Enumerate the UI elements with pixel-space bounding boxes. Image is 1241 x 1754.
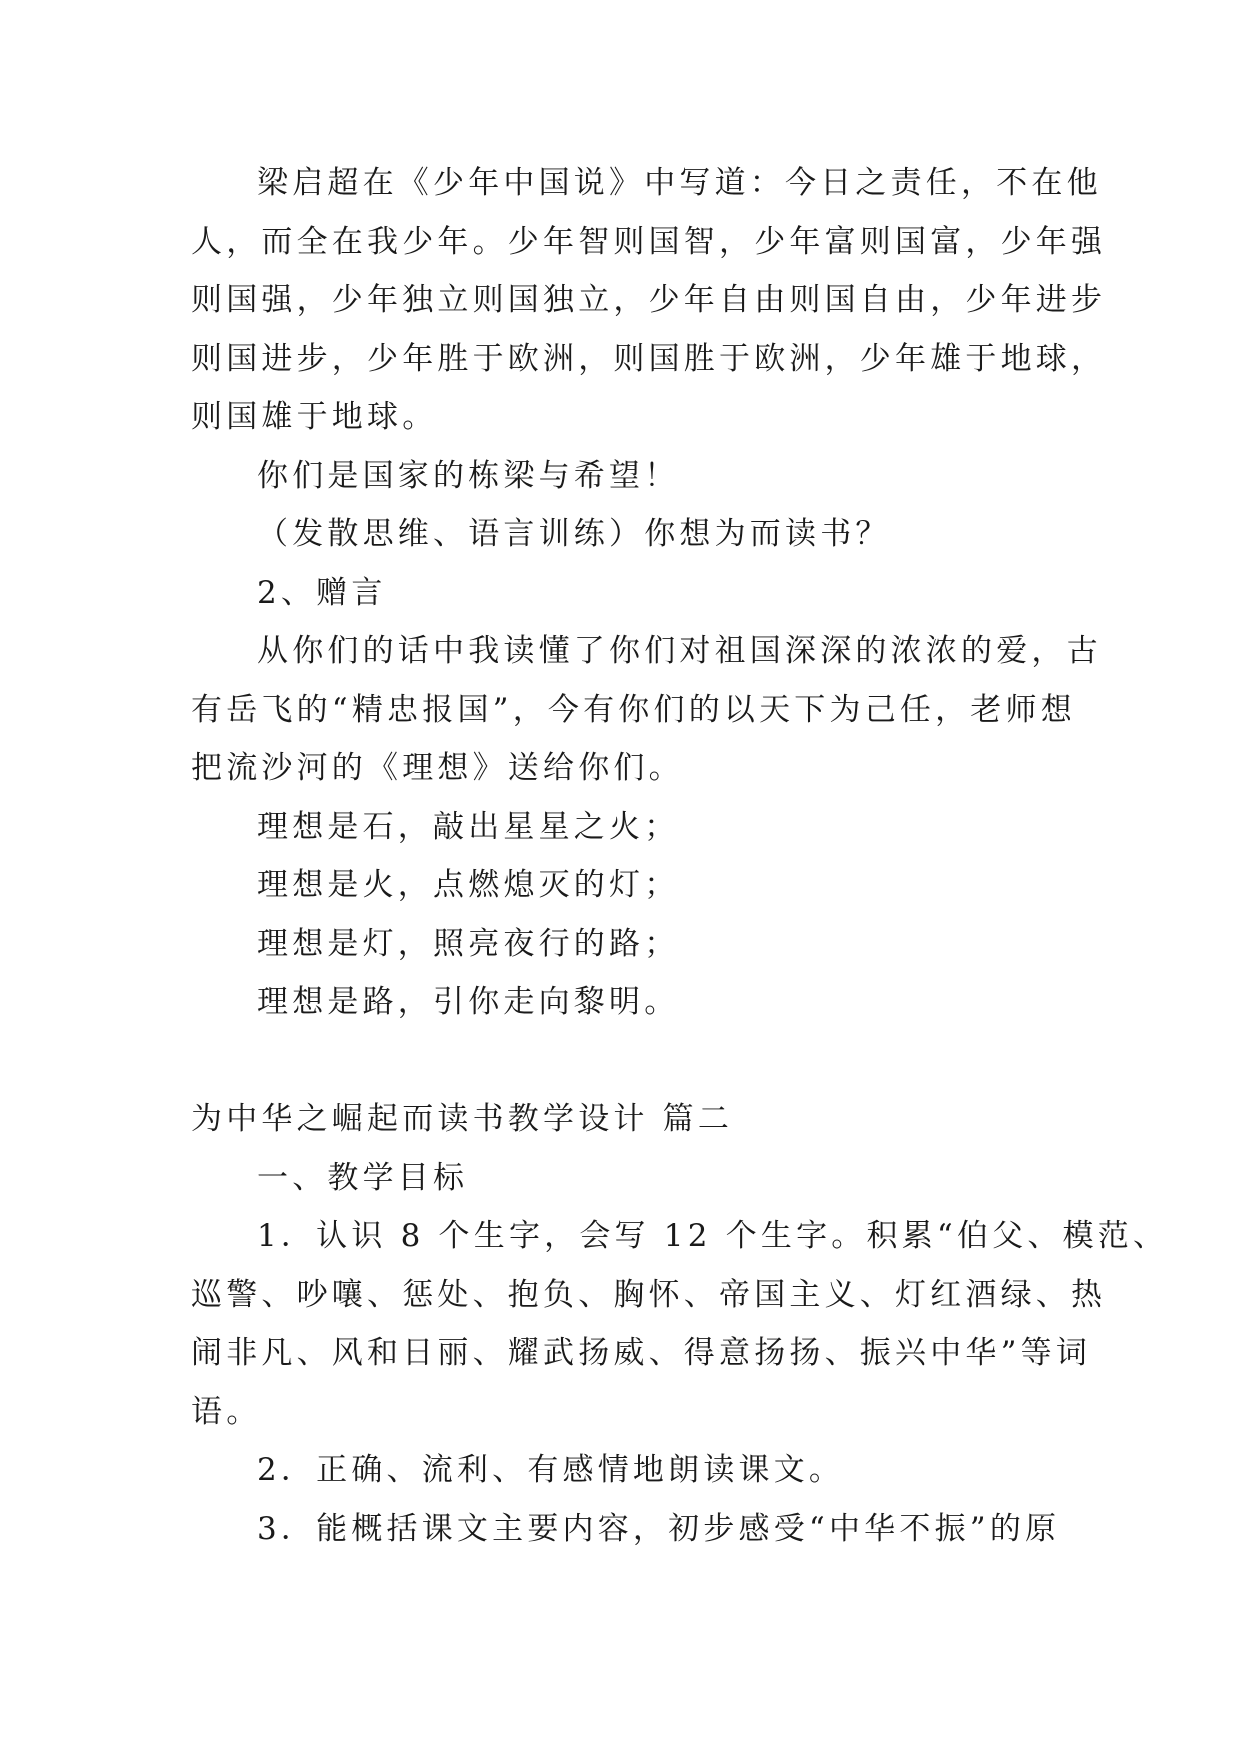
paragraph-line: 从你们的话中我读懂了你们对祖国深深的浓浓的爱，古 bbox=[257, 633, 1102, 669]
paragraph-line: 有岳飞的“精忠报国”，今有你们的以天下为己任，老师想 bbox=[191, 692, 1076, 728]
poem-line: 理想是灯，照亮夜行的路； bbox=[257, 926, 680, 962]
paragraph-line: 则国雄于地球。 bbox=[191, 399, 438, 435]
paragraph-line: 则国强，少年独立则国独立，少年自由则国自由，少年进步 bbox=[191, 282, 1107, 318]
paragraph-line: 1．认识 8 个生字，会写 12 个生字。积累“伯父、模范、 bbox=[257, 1218, 1169, 1254]
paragraph-line: 把流沙河的《理想》送给你们。 bbox=[191, 750, 684, 786]
paragraph-line: 则国进步，少年胜于欧洲，则国胜于欧洲，少年雄于地球， bbox=[191, 341, 1107, 377]
poem-line: 理想是路，引你走向黎明。 bbox=[257, 984, 680, 1020]
paragraph-line: 3．能概括课文主要内容，初步感受“中华不振”的原 bbox=[257, 1511, 1061, 1547]
subheading: 2、赠言 bbox=[257, 575, 387, 611]
paragraph-line: （发散思维、语言训练）你想为而读书？ bbox=[257, 516, 891, 552]
paragraph-line: 人，而全在我少年。少年智则国智，少年富则国富，少年强 bbox=[191, 224, 1107, 260]
poem-line: 理想是火，点燃熄灭的灯； bbox=[257, 867, 680, 903]
paragraph-line: 语。 bbox=[191, 1394, 262, 1430]
paragraph-line: 闹非凡、风和日丽、耀武扬威、得意扬扬、振兴中华”等词 bbox=[191, 1335, 1092, 1371]
paragraph-line: 你们是国家的栋梁与希望！ bbox=[257, 458, 680, 494]
paragraph-line: 梁启超在《少年中国说》中写道：今日之责任，不在他 bbox=[257, 165, 1102, 201]
section-title: 为中华之崛起而读书教学设计 篇二 bbox=[191, 1101, 734, 1137]
paragraph-line: 2．正确、流利、有感情地朗读课文。 bbox=[257, 1452, 845, 1488]
subheading: 一、教学目标 bbox=[257, 1160, 469, 1196]
paragraph-line: 巡警、吵嚷、惩处、抱负、胸怀、帝国主义、灯红酒绿、热 bbox=[191, 1277, 1107, 1313]
poem-line: 理想是石，敲出星星之火； bbox=[257, 809, 680, 845]
